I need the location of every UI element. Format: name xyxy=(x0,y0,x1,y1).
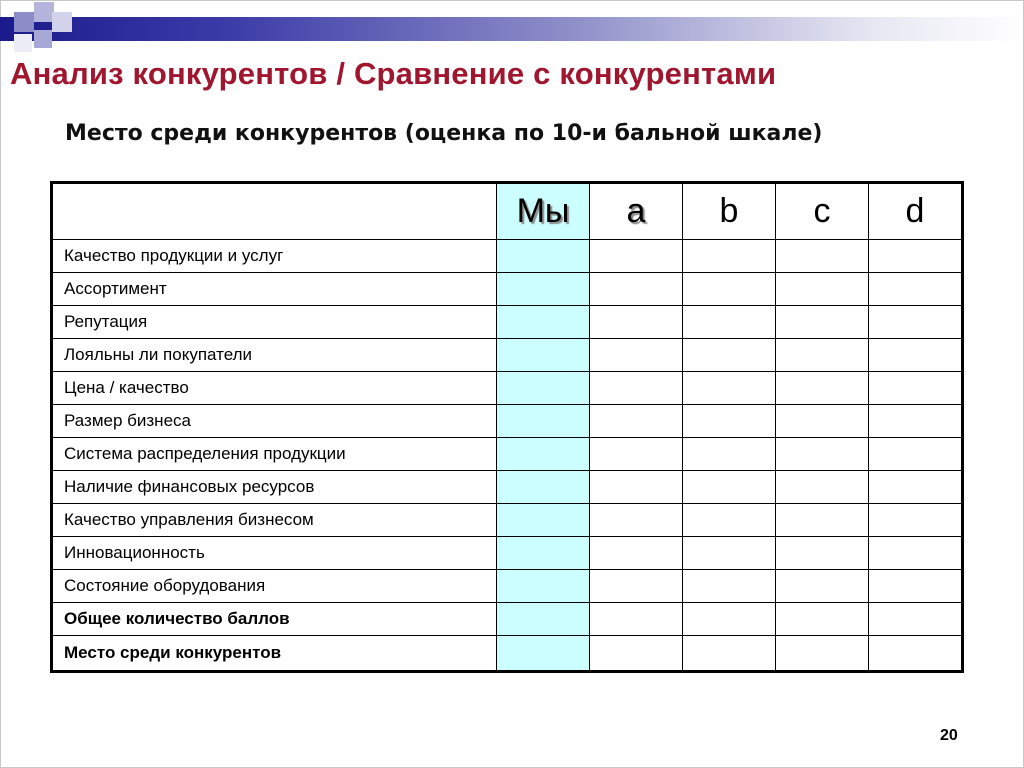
score-cell[interactable] xyxy=(590,306,683,339)
score-cell-us[interactable] xyxy=(497,504,590,537)
column-header-c: c xyxy=(776,183,869,240)
row-label: Наличие финансовых ресурсов xyxy=(52,471,497,504)
score-cell[interactable] xyxy=(683,636,776,672)
row-label: Общее количество баллов xyxy=(52,603,497,636)
score-cell[interactable] xyxy=(590,372,683,405)
score-cell[interactable] xyxy=(869,306,963,339)
score-cell-us[interactable] xyxy=(497,471,590,504)
score-cell[interactable] xyxy=(590,603,683,636)
score-cell[interactable] xyxy=(869,603,963,636)
score-cell-us[interactable] xyxy=(497,438,590,471)
score-cell[interactable] xyxy=(590,405,683,438)
header-banner xyxy=(0,17,1022,41)
table-row xyxy=(52,636,963,672)
score-cell-us[interactable] xyxy=(497,405,590,438)
row-label: Цена / качество xyxy=(52,372,497,405)
score-cell[interactable] xyxy=(683,537,776,570)
score-cell[interactable] xyxy=(776,636,869,672)
score-cell[interactable] xyxy=(683,471,776,504)
score-cell[interactable] xyxy=(869,504,963,537)
table-row xyxy=(52,372,963,405)
score-cell[interactable] xyxy=(869,372,963,405)
row-label: Лояльны ли покупатели xyxy=(52,339,497,372)
score-cell[interactable] xyxy=(869,537,963,570)
table-row xyxy=(52,570,963,603)
score-cell-us[interactable] xyxy=(497,240,590,273)
score-cell[interactable] xyxy=(776,438,869,471)
score-cell[interactable] xyxy=(776,372,869,405)
table-header-row xyxy=(52,183,963,240)
table-row xyxy=(52,339,963,372)
score-cell[interactable] xyxy=(683,372,776,405)
table-row xyxy=(52,504,963,537)
row-label: Качество продукции и услуг xyxy=(52,240,497,273)
score-cell[interactable] xyxy=(590,273,683,306)
score-cell[interactable] xyxy=(776,570,869,603)
table-row xyxy=(52,537,963,570)
score-cell[interactable] xyxy=(869,636,963,672)
score-cell[interactable] xyxy=(590,438,683,471)
score-cell[interactable] xyxy=(776,306,869,339)
score-cell[interactable] xyxy=(590,504,683,537)
row-label: Размер бизнеса xyxy=(52,405,497,438)
column-header-d: d xyxy=(869,183,963,240)
table-row xyxy=(52,438,963,471)
score-cell[interactable] xyxy=(683,306,776,339)
row-label: Место среди конкурентов xyxy=(52,636,497,672)
score-cell[interactable] xyxy=(776,504,869,537)
score-cell-us[interactable] xyxy=(497,636,590,672)
row-label: Инновационность xyxy=(52,537,497,570)
score-cell[interactable] xyxy=(683,570,776,603)
score-cell[interactable] xyxy=(590,339,683,372)
score-cell[interactable] xyxy=(869,570,963,603)
table-row xyxy=(52,240,963,273)
score-cell-us[interactable] xyxy=(497,306,590,339)
score-cell[interactable] xyxy=(683,339,776,372)
column-header-b: b xyxy=(683,183,776,240)
table-row xyxy=(52,603,963,636)
slide-title: Анализ конкурентов / Сравнение с конкурентами xyxy=(10,56,777,91)
score-cell-us[interactable] xyxy=(497,339,590,372)
score-cell[interactable] xyxy=(869,471,963,504)
score-cell-us[interactable] xyxy=(497,537,590,570)
score-cell[interactable] xyxy=(683,273,776,306)
score-cell[interactable] xyxy=(590,537,683,570)
score-cell[interactable] xyxy=(683,240,776,273)
score-cell-us[interactable] xyxy=(497,603,590,636)
row-label: Ассортимент xyxy=(52,273,497,306)
score-cell[interactable] xyxy=(776,471,869,504)
competitor-comparison-table xyxy=(50,181,964,673)
table-row xyxy=(52,273,963,306)
score-cell[interactable] xyxy=(776,405,869,438)
score-cell[interactable] xyxy=(683,603,776,636)
score-cell[interactable] xyxy=(683,438,776,471)
score-cell[interactable] xyxy=(869,438,963,471)
score-cell[interactable] xyxy=(683,504,776,537)
score-cell[interactable] xyxy=(869,240,963,273)
score-cell-us[interactable] xyxy=(497,372,590,405)
table-row xyxy=(52,405,963,438)
score-cell[interactable] xyxy=(590,636,683,672)
score-cell[interactable] xyxy=(590,240,683,273)
score-cell[interactable] xyxy=(683,405,776,438)
score-cell[interactable] xyxy=(776,339,869,372)
score-cell[interactable] xyxy=(590,570,683,603)
score-cell[interactable] xyxy=(869,339,963,372)
table-body xyxy=(52,240,963,672)
score-cell[interactable] xyxy=(776,273,869,306)
score-cell[interactable] xyxy=(590,471,683,504)
row-label: Состояние оборудования xyxy=(52,570,497,603)
table-row xyxy=(52,471,963,504)
column-header-a: a xyxy=(590,183,683,240)
header-corner-cell xyxy=(52,183,497,240)
row-label: Качество управления бизнесом xyxy=(52,504,497,537)
score-cell[interactable] xyxy=(776,537,869,570)
row-label: Репутация xyxy=(52,306,497,339)
score-cell[interactable] xyxy=(776,240,869,273)
column-header-us: Мы xyxy=(497,183,590,240)
score-cell-us[interactable] xyxy=(497,570,590,603)
page-number: 20 xyxy=(940,727,958,744)
score-cell[interactable] xyxy=(776,603,869,636)
score-cell[interactable] xyxy=(869,405,963,438)
score-cell-us[interactable] xyxy=(497,273,590,306)
table-row xyxy=(52,306,963,339)
slide-subtitle: Место среди конкурентов (оценка по 10-и бальной шкале) xyxy=(65,121,823,146)
score-cell[interactable] xyxy=(869,273,963,306)
row-label: Система распределения продукции xyxy=(52,438,497,471)
